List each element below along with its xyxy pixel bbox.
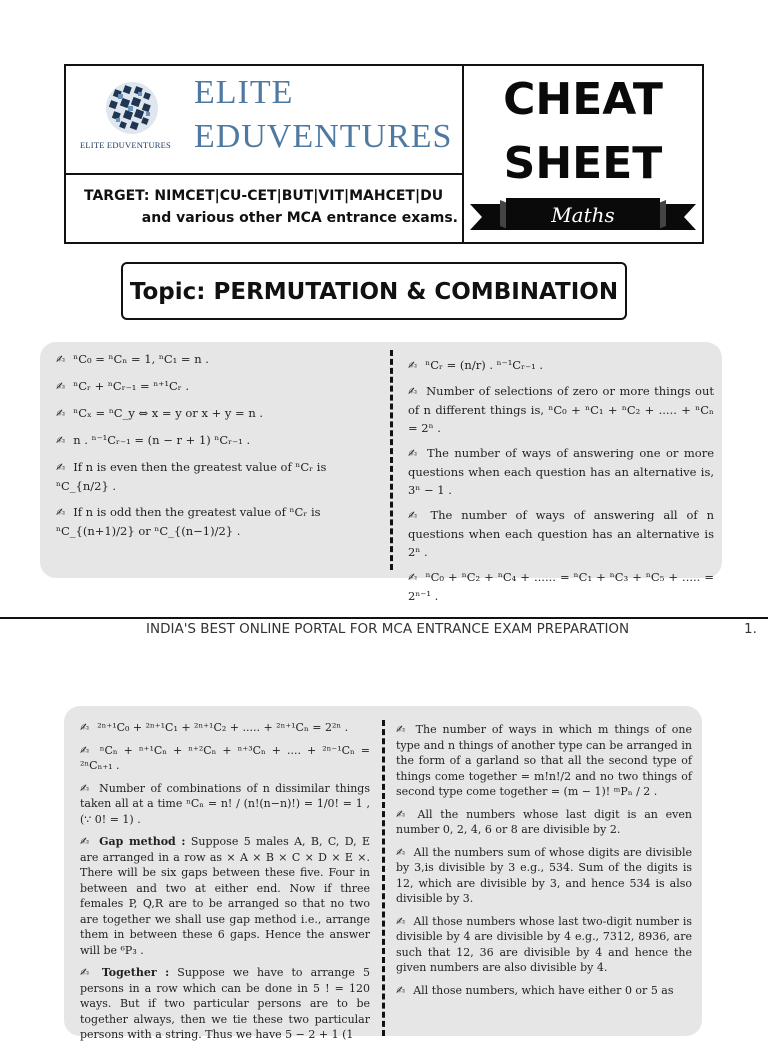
- header-left: [66, 66, 464, 244]
- list-item: ✍ All the numbers whose last digit is an even number 0, 2, 4, 6 or 8 are divisible by 2.: [396, 807, 692, 836]
- logo-caption: ELITE EDUVENTURES: [80, 140, 171, 150]
- pen-icon: ✍: [396, 914, 406, 928]
- column-divider: [390, 350, 393, 570]
- list-item: ✍ The number of ways of answering one or more questions when each question has an alternative is, 3ⁿ − 1 .: [408, 446, 715, 497]
- pen-icon: ✍: [80, 743, 92, 757]
- pen-icon: ✍: [56, 353, 66, 366]
- logo-area: [66, 66, 462, 175]
- list-item: ✍ ⁿC₀ + ⁿC₂ + ⁿC₄ + ...... = ⁿC₁ + ⁿC₃ + ⁿC₅ + ..... = 2ⁿ⁻¹ .: [408, 570, 715, 603]
- pen-icon: ✍: [56, 506, 66, 519]
- sheet-title: SHEET: [503, 138, 663, 189]
- panel2-right-column: [396, 722, 692, 1005]
- pen-icon: ✍: [408, 385, 419, 398]
- pen-icon: ✍: [396, 807, 410, 821]
- pen-icon: ✍: [408, 571, 418, 584]
- globe-logo-icon: [102, 78, 162, 138]
- list-item: ✍ All those numbers, which have either 0 or 5 as: [396, 983, 674, 997]
- pen-icon: ✍: [80, 781, 92, 795]
- list-item: ✍ All those numbers whose last two-digit number is divisible by 4 are divisible by 4 e.g., 7312, 8936, are such that 12, 36 are divisible by 4 and hence the given numbers are also divisible by 4.: [396, 914, 693, 974]
- panel2-left-column: [80, 720, 370, 1050]
- panel1-right-column: [408, 356, 714, 612]
- page-number: 1.: [744, 621, 757, 637]
- subject-label: Maths: [551, 203, 615, 227]
- column-divider: [382, 720, 385, 1036]
- pen-icon: ✍: [56, 407, 66, 420]
- panel1-left-column: [56, 350, 374, 548]
- list-item: ✍ All the numbers sum of whose digits are divisible by 3,is divisible by 3 e.g., 534. Sum of the digits is 12, which are divisible by 3, and hence 534 is also divisible by 3.: [396, 845, 692, 905]
- formula-panel-2: [64, 706, 702, 1041]
- footer-rule: [0, 617, 768, 619]
- footer-tagline: INDIA'S BEST ONLINE PORTAL FOR MCA ENTRANCE EXAM PREPARATION: [146, 621, 630, 637]
- list-item: ✍ ⁿCᵣ + ⁿCᵣ₋₁ = ⁿ⁺¹Cᵣ .: [56, 379, 190, 393]
- together-label: Together :: [101, 966, 170, 979]
- target-line2: and various other MCA entrance exams.: [141, 210, 458, 226]
- list-item: ✍ The number of ways of answering all of n questions when each question has an alternative is 2ⁿ .: [408, 508, 714, 559]
- list-item: ✍ ⁿCᵣ = (n/r) . ⁿ⁻¹Cᵣ₋₁ .: [408, 358, 544, 372]
- pen-icon: ✍: [408, 447, 420, 460]
- pen-icon: ✍: [80, 721, 90, 734]
- pen-icon: ✍: [80, 966, 94, 979]
- pen-icon: ✍: [408, 509, 423, 522]
- brand-name-line2: EDUVENTURES: [194, 118, 453, 155]
- pen-icon: ✍: [396, 983, 406, 997]
- list-item: ✍ Number of selections of zero or more things out of n different things is, ⁿC₀ + ⁿC₁ + ⁿC₂ + ..... + ⁿCₙ = 2ⁿ .: [408, 384, 714, 435]
- target-line1: TARGET: NIMCET|CU-CET|BUT|VIT|MAHCET|DU: [84, 188, 444, 204]
- list-item: ✍ Number of combinations of n dissimilar things taken all at a time ⁿCₙ = n! / (n!(n−n)!) = 1/0! = 1 , (∵ 0! = 1) .: [80, 781, 370, 826]
- list-item: ✍ ⁿCₓ = ⁿC_y ⇔ x = y or x + y = n .: [56, 406, 264, 420]
- gap-method-label: Gap method :: [99, 835, 186, 848]
- pen-icon: ✍: [56, 434, 66, 447]
- pen-icon: ✍: [396, 845, 406, 859]
- header-box: [64, 64, 704, 244]
- pen-icon: ✍: [396, 723, 408, 736]
- pen-icon: ✍: [56, 461, 66, 474]
- pen-icon: ✍: [80, 835, 92, 848]
- list-item: ✍ ⁿC₀ = ⁿCₙ = 1, ⁿC₁ = n .: [56, 352, 209, 366]
- brand-name-line1: ELITE: [194, 74, 294, 111]
- list-item: ✍ If n is even then the greatest value of ⁿCᵣ is ⁿC_{n/2} .: [56, 460, 327, 493]
- list-item: ✍ Together : Suppose we have to arrange 5 persons in a row which can be done in 5 ! = 120 ways. But if two particular persons are to be together always, then we tie these two particular persons with a string. Thus we have 5 − 2 + 1 (1: [80, 966, 370, 1041]
- pen-icon: ✍: [408, 359, 418, 372]
- list-item: ✍ ⁿCₙ + ⁿ⁺¹Cₙ + ⁿ⁺²Cₙ + ⁿ⁺³Cₙ + .... + ²ⁿ⁻¹Cₙ = ²ⁿCₙ₊₁ .: [80, 743, 370, 772]
- pen-icon: ✍: [56, 380, 66, 393]
- formula-panel-1: [40, 342, 722, 603]
- list-item: ✍ The number of ways in which m things of one type and n things of another type can be arranged in the form of a garland so that all the second type of things come together = m!n!/2 and no two things of second type come together = (m − 1)! ᵐPₙ / 2 .: [396, 723, 693, 798]
- list-item: ✍ If n is odd then the greatest value of ⁿCᵣ is ⁿC_{(n+1)/2} or ⁿC_{(n−1)/2} .: [56, 505, 321, 538]
- header-right: [464, 66, 702, 244]
- list-item: ✍ Gap method : Suppose 5 males A, B, C, D, E are arranged in a row as × A × B × C × D × E ×. There will be six gaps between these five. Four in between and two at either end. Now if three females P, Q,R are to be arranged so that no two are together we shall use gap method i.e., arrange them in between these 6 gaps. Hence the answer will be ⁶P₃ .: [80, 835, 371, 957]
- list-item: ✍ ²ⁿ⁺¹C₀ + ²ⁿ⁺¹C₁ + ²ⁿ⁺¹C₂ + ..... + ²ⁿ⁺¹Cₙ = 2²ⁿ .: [80, 721, 349, 734]
- target-exams: [66, 176, 462, 242]
- list-item: ✍ n . ⁿ⁻¹Cᵣ₋₁ = (n − r + 1) ⁿCᵣ₋₁ .: [56, 433, 251, 447]
- topic-title: Topic: PERMUTATION & COMBINATION: [121, 262, 627, 320]
- cheat-title: CHEAT: [503, 74, 663, 125]
